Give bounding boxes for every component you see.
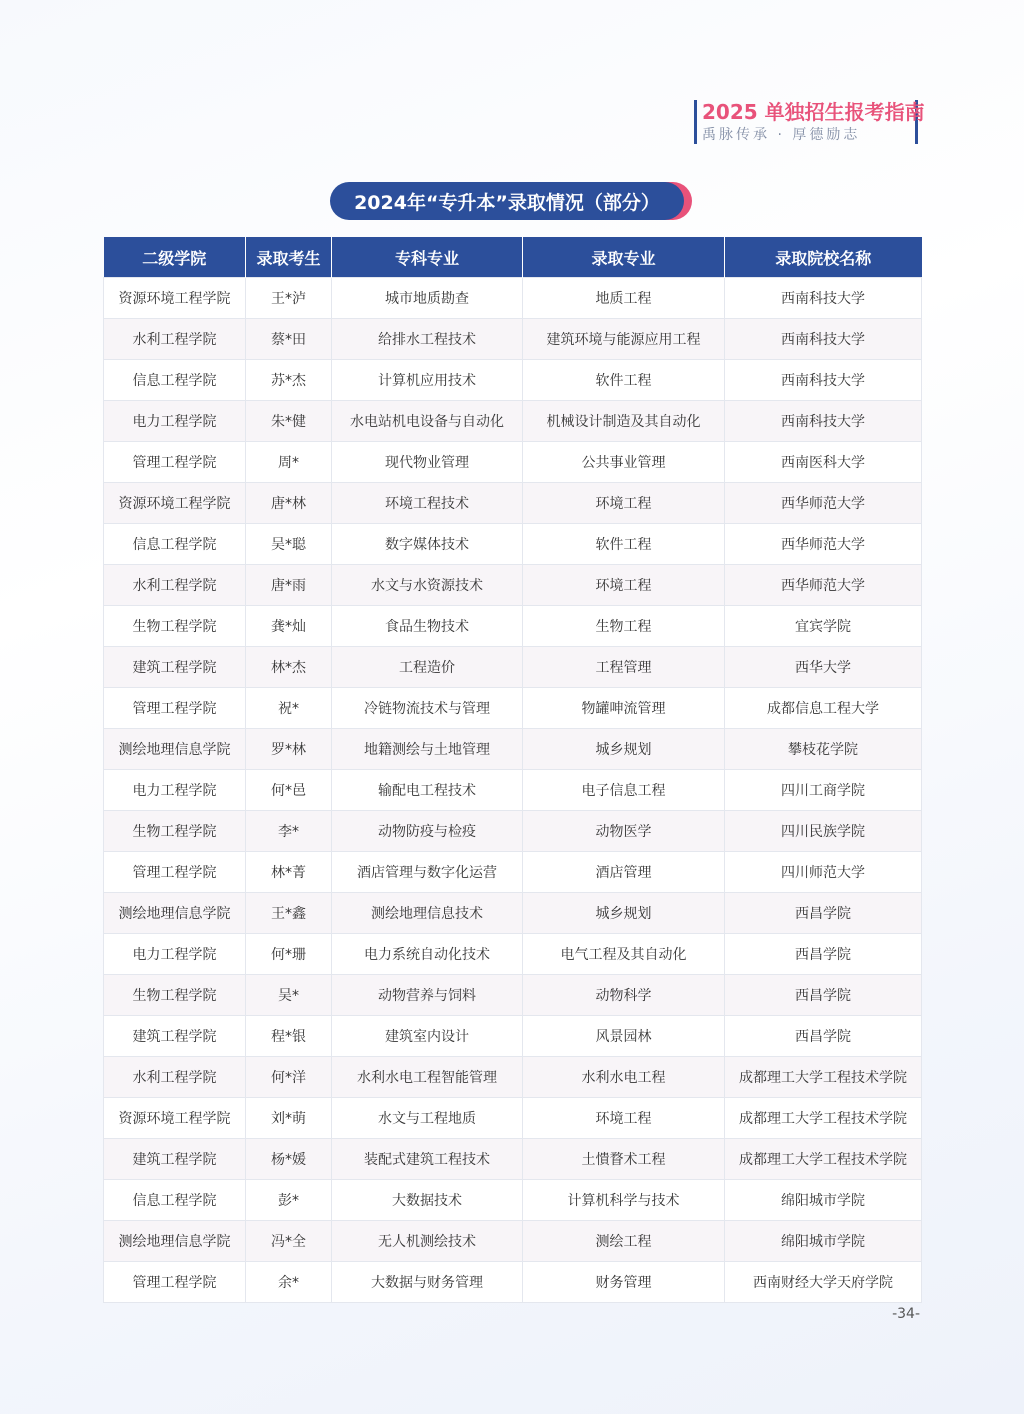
- diploma-major-cell: 工程造价: [332, 647, 523, 688]
- table-row: [104, 729, 922, 770]
- admitted-major-cell: 环境工程: [523, 565, 725, 606]
- diploma-major-cell: 建筑室内设计: [332, 1016, 523, 1057]
- diploma-major-cell: 城市地质勘查: [332, 278, 523, 319]
- table-row: [104, 442, 922, 483]
- admitted-major-cell: 土憒瞀术工程: [523, 1139, 725, 1180]
- student-cell: 朱*健: [246, 401, 332, 442]
- table-row: [104, 401, 922, 442]
- admitted-major-cell: 机械设计制造及其自动化: [523, 401, 725, 442]
- student-cell: 王*泸: [246, 278, 332, 319]
- diploma-major-cell: 冷链物流技术与管理: [332, 688, 523, 729]
- university-cell: 宜宾学院: [725, 606, 922, 647]
- admitted-major-cell: 生物工程: [523, 606, 725, 647]
- table-row: [104, 278, 922, 319]
- table-row: [104, 811, 922, 852]
- college-cell: 测绘地理信息学院: [104, 729, 246, 770]
- table-body: [104, 278, 922, 1303]
- student-cell: 刘*萌: [246, 1098, 332, 1139]
- diploma-major-cell: 电力系统自动化技术: [332, 934, 523, 975]
- university-cell: 攀枝花学院: [725, 729, 922, 770]
- college-cell: 建筑工程学院: [104, 647, 246, 688]
- college-cell: 测绘地理信息学院: [104, 893, 246, 934]
- university-cell: 西华师范大学: [725, 524, 922, 565]
- table-row: [104, 688, 922, 729]
- university-cell: 西华师范大学: [725, 483, 922, 524]
- college-cell: 电力工程学院: [104, 770, 246, 811]
- table-row: [104, 565, 922, 606]
- college-cell: 水利工程学院: [104, 565, 246, 606]
- header-title: 2025 单独招生报考指南: [702, 100, 925, 124]
- table-row: [104, 975, 922, 1016]
- diploma-major-cell: 无人机测绘技术: [332, 1221, 523, 1262]
- table-row: [104, 360, 922, 401]
- admitted-major-cell: 电气工程及其自动化: [523, 934, 725, 975]
- student-cell: 余*: [246, 1262, 332, 1303]
- admitted-major-cell: 酒店管理: [523, 852, 725, 893]
- admitted-major-cell: 城乡规划: [523, 729, 725, 770]
- university-cell: 西南科技大学: [725, 278, 922, 319]
- admitted-major-cell: 建筑环境与能源应用工程: [523, 319, 725, 360]
- admitted-major-cell: 地质工程: [523, 278, 725, 319]
- admitted-major-cell: 风景园林: [523, 1016, 725, 1057]
- guide-header: [694, 100, 925, 144]
- university-cell: 西南医科大学: [725, 442, 922, 483]
- admission-table: [103, 237, 922, 1303]
- table-header-row: [104, 237, 922, 278]
- college-cell: 管理工程学院: [104, 1262, 246, 1303]
- table-row: [104, 1016, 922, 1057]
- table-row: [104, 852, 922, 893]
- student-cell: 唐*林: [246, 483, 332, 524]
- diploma-major-cell: 地籍测绘与土地管理: [332, 729, 523, 770]
- university-cell: 成都理工大学工程技术学院: [725, 1098, 922, 1139]
- diploma-major-cell: 装配式建筑工程技术: [332, 1139, 523, 1180]
- table-row: [104, 1221, 922, 1262]
- page-number: -34-: [892, 1306, 920, 1322]
- diploma-major-cell: 输配电工程技术: [332, 770, 523, 811]
- column-header-diploma-major: 专科专业: [332, 237, 523, 278]
- university-cell: 西昌学院: [725, 975, 922, 1016]
- admitted-major-cell: 公共事业管理: [523, 442, 725, 483]
- diploma-major-cell: 数字媒体技术: [332, 524, 523, 565]
- university-cell: 西南财经大学天府学院: [725, 1262, 922, 1303]
- diploma-major-cell: 大数据与财务管理: [332, 1262, 523, 1303]
- college-cell: 资源环境工程学院: [104, 1098, 246, 1139]
- college-cell: 测绘地理信息学院: [104, 1221, 246, 1262]
- table-row: [104, 1262, 922, 1303]
- student-cell: 罗*林: [246, 729, 332, 770]
- college-cell: 建筑工程学院: [104, 1016, 246, 1057]
- college-cell: 生物工程学院: [104, 811, 246, 852]
- university-cell: 西南科技大学: [725, 401, 922, 442]
- diploma-major-cell: 给排水工程技术: [332, 319, 523, 360]
- section-title: 2024年“专升本”录取情况（部分）: [330, 182, 684, 220]
- student-cell: 杨*媛: [246, 1139, 332, 1180]
- college-cell: 管理工程学院: [104, 442, 246, 483]
- university-cell: 四川工商学院: [725, 770, 922, 811]
- student-cell: 林*菁: [246, 852, 332, 893]
- student-cell: 何*洋: [246, 1057, 332, 1098]
- diploma-major-cell: 现代物业管理: [332, 442, 523, 483]
- student-cell: 林*杰: [246, 647, 332, 688]
- college-cell: 电力工程学院: [104, 934, 246, 975]
- diploma-major-cell: 水利水电工程智能管理: [332, 1057, 523, 1098]
- admitted-major-cell: 动物科学: [523, 975, 725, 1016]
- university-cell: 西南科技大学: [725, 360, 922, 401]
- student-cell: 蔡*田: [246, 319, 332, 360]
- college-cell: 建筑工程学院: [104, 1139, 246, 1180]
- column-header-college: 二级学院: [104, 237, 246, 278]
- university-cell: 西南科技大学: [725, 319, 922, 360]
- diploma-major-cell: 水文与工程地质: [332, 1098, 523, 1139]
- table-row: [104, 1057, 922, 1098]
- table-row: [104, 1098, 922, 1139]
- student-cell: 王*鑫: [246, 893, 332, 934]
- student-cell: 吴*: [246, 975, 332, 1016]
- university-cell: 成都信息工程大学: [725, 688, 922, 729]
- university-cell: 西昌学院: [725, 934, 922, 975]
- university-cell: 西昌学院: [725, 893, 922, 934]
- diploma-major-cell: 测绘地理信息技术: [332, 893, 523, 934]
- college-cell: 信息工程学院: [104, 360, 246, 401]
- university-cell: 四川师范大学: [725, 852, 922, 893]
- diploma-major-cell: 动物防疫与检疫: [332, 811, 523, 852]
- diploma-major-cell: 计算机应用技术: [332, 360, 523, 401]
- admitted-major-cell: 软件工程: [523, 360, 725, 401]
- student-cell: 唐*雨: [246, 565, 332, 606]
- college-cell: 信息工程学院: [104, 524, 246, 565]
- college-cell: 资源环境工程学院: [104, 278, 246, 319]
- header-subtitle: 禹脉传承 · 厚德励志: [702, 127, 861, 143]
- college-cell: 电力工程学院: [104, 401, 246, 442]
- university-cell: 西华大学: [725, 647, 922, 688]
- college-cell: 水利工程学院: [104, 1057, 246, 1098]
- admitted-major-cell: 水利水电工程: [523, 1057, 725, 1098]
- admitted-major-cell: 电子信息工程: [523, 770, 725, 811]
- student-cell: 何*邑: [246, 770, 332, 811]
- diploma-major-cell: 大数据技术: [332, 1180, 523, 1221]
- student-cell: 冯*全: [246, 1221, 332, 1262]
- university-cell: 成都理工大学工程技术学院: [725, 1139, 922, 1180]
- college-cell: 信息工程学院: [104, 1180, 246, 1221]
- column-header-university: 录取院校名称: [725, 237, 922, 278]
- table-row: [104, 1139, 922, 1180]
- table-row: [104, 934, 922, 975]
- university-cell: 四川民族学院: [725, 811, 922, 852]
- student-cell: 周*: [246, 442, 332, 483]
- column-header-admitted-major: 录取专业: [523, 237, 725, 278]
- admitted-major-cell: 工程管理: [523, 647, 725, 688]
- student-cell: 李*: [246, 811, 332, 852]
- admitted-major-cell: 环境工程: [523, 483, 725, 524]
- student-cell: 何*珊: [246, 934, 332, 975]
- admitted-major-cell: 动物医学: [523, 811, 725, 852]
- diploma-major-cell: 动物营养与饲料: [332, 975, 523, 1016]
- diploma-major-cell: 环境工程技术: [332, 483, 523, 524]
- admitted-major-cell: 物罐呻流管理: [523, 688, 725, 729]
- student-cell: 祝*: [246, 688, 332, 729]
- college-cell: 生物工程学院: [104, 606, 246, 647]
- student-cell: 程*银: [246, 1016, 332, 1057]
- table-row: [104, 647, 922, 688]
- university-cell: 成都理工大学工程技术学院: [725, 1057, 922, 1098]
- table-row: [104, 1180, 922, 1221]
- student-cell: 吴*聪: [246, 524, 332, 565]
- college-cell: 生物工程学院: [104, 975, 246, 1016]
- university-cell: 西昌学院: [725, 1016, 922, 1057]
- admitted-major-cell: 计算机科学与技术: [523, 1180, 725, 1221]
- university-cell: 绵阳城市学院: [725, 1221, 922, 1262]
- admitted-major-cell: 财务管理: [523, 1262, 725, 1303]
- table-row: [104, 483, 922, 524]
- table-row: [104, 319, 922, 360]
- student-cell: 彭*: [246, 1180, 332, 1221]
- table-row: [104, 893, 922, 934]
- college-cell: 资源环境工程学院: [104, 483, 246, 524]
- table-row: [104, 524, 922, 565]
- admitted-major-cell: 测绘工程: [523, 1221, 725, 1262]
- university-cell: 绵阳城市学院: [725, 1180, 922, 1221]
- table-row: [104, 606, 922, 647]
- admitted-major-cell: 软件工程: [523, 524, 725, 565]
- admitted-major-cell: 环境工程: [523, 1098, 725, 1139]
- diploma-major-cell: 食品生物技术: [332, 606, 523, 647]
- admitted-major-cell: 城乡规划: [523, 893, 725, 934]
- university-cell: 西华师范大学: [725, 565, 922, 606]
- diploma-major-cell: 水电站机电设备与自动化: [332, 401, 523, 442]
- college-cell: 管理工程学院: [104, 852, 246, 893]
- table-row: [104, 770, 922, 811]
- diploma-major-cell: 酒店管理与数字化运营: [332, 852, 523, 893]
- college-cell: 管理工程学院: [104, 688, 246, 729]
- column-header-student: 录取考生: [246, 237, 332, 278]
- student-cell: 苏*杰: [246, 360, 332, 401]
- diploma-major-cell: 水文与水资源技术: [332, 565, 523, 606]
- student-cell: 龚*灿: [246, 606, 332, 647]
- college-cell: 水利工程学院: [104, 319, 246, 360]
- section-banner: [330, 182, 692, 220]
